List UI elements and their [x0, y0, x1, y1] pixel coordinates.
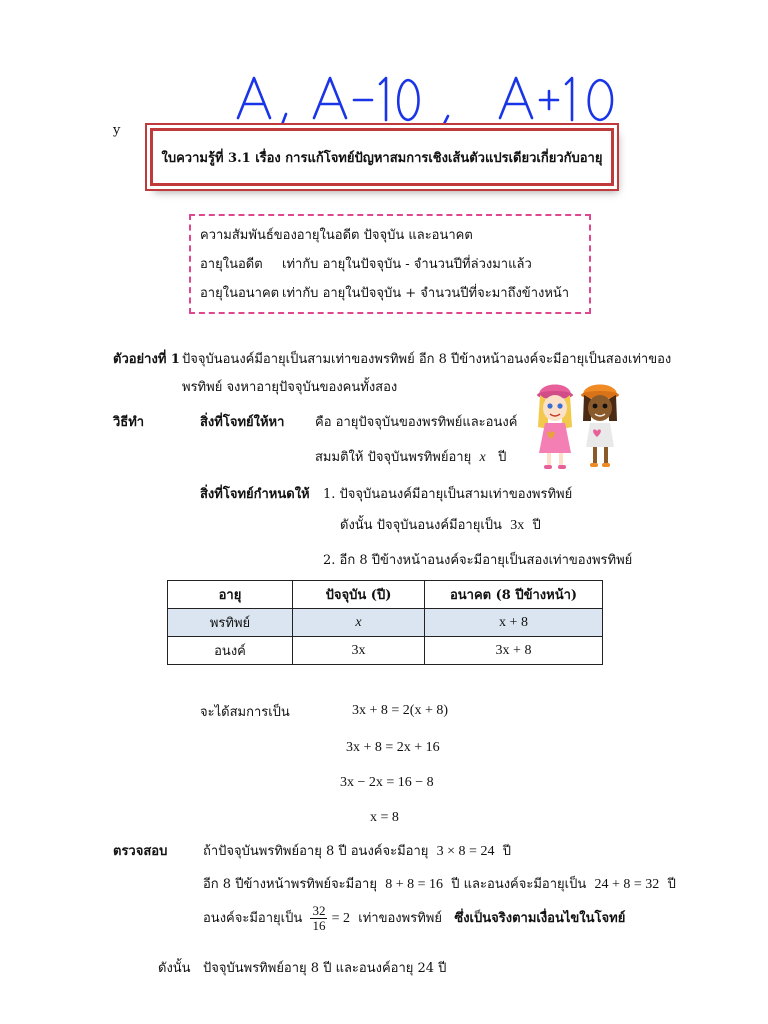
- check-line-3: [203, 904, 625, 933]
- table-header-cell: อนาคต (8 ปีข้างหน้า): [425, 581, 603, 609]
- assume-unit: ปี: [498, 450, 507, 465]
- given-1-result: [340, 517, 541, 535]
- past-age-relation: เท่ากับ อายุในปัจจุบัน - จำนวนปีที่ล่วงมาแล้ว: [282, 257, 532, 272]
- example-text-line2: พรทิพย์ จงหาอายุปัจจุบันของคนทั้งสอง: [182, 380, 398, 395]
- given-1-result-expr: 3x: [510, 518, 525, 533]
- check-line-2-expr-1: 8 + 8 = 16: [385, 877, 444, 892]
- past-age-label: อายุในอดีต: [200, 257, 263, 272]
- relations-heading: ความสัมพันธ์ของอายุในอดีต ปัจจุบัน และอนาคต: [200, 228, 473, 243]
- table-cell: 3x + 8: [425, 637, 603, 665]
- table-cell: 3x: [293, 637, 425, 665]
- assume-label: สมมติให้ ปัจจุบันพรทิพย์อายุ: [315, 450, 472, 465]
- fraction: [310, 904, 327, 933]
- conclusion-label: ดังนั้น: [158, 961, 191, 976]
- check-line-1-expr: 3 × 8 = 24: [436, 844, 495, 859]
- table-row: [168, 637, 603, 665]
- two-girls-illustration: [533, 377, 623, 472]
- page-title: ใบความรู้ที่ 3.1 เรื่อง การแก้โจทย์ปัญหาสมการเชิงเส้นตัวแปรเดียวเกี่ยวกับอายุ: [161, 151, 603, 166]
- given-label: สิ่งที่โจทย์กำหนดให้: [200, 487, 310, 502]
- table-cell: พรทิพย์: [168, 609, 293, 637]
- stray-mark: y: [113, 123, 121, 138]
- check-line-1-text: ถ้าปัจจุบันพรทิพย์อายุ 8 ปี อนงค์จะมีอายุ: [203, 844, 429, 859]
- table-cell: อนงค์: [168, 637, 293, 665]
- check-line-3-text-b: เท่าของพรทิพย์: [358, 911, 442, 926]
- table-row: [168, 609, 603, 637]
- check-line-1-unit: ปี: [502, 844, 511, 859]
- fraction-denominator: 16: [312, 918, 326, 933]
- age-table: [167, 580, 603, 665]
- table-cell: x + 8: [425, 609, 603, 637]
- given-1-result-label: ดังนั้น ปัจจุบันอนงค์มีอายุเป็น: [340, 518, 502, 533]
- given-1: 1. ปัจจุบันอนงค์มีอายุเป็นสามเท่าของพรทิพย์: [323, 487, 573, 502]
- equation-step-3: 3x − 2x = 16 − 8: [340, 775, 434, 790]
- title-banner: [150, 128, 614, 186]
- table-cell: x: [293, 609, 425, 637]
- solution-label: วิธีทำ: [113, 415, 145, 430]
- check-line-2-expr-2: 24 + 8 = 32: [594, 877, 660, 892]
- check-label: ตรวจสอบ: [113, 844, 168, 859]
- check-line-3-text-a: อนงค์จะมีอายุเป็น: [203, 911, 303, 926]
- find-text: คือ อายุปัจจุบันของพรทิพย์และอนงค์: [315, 415, 518, 430]
- girl-blonde-icon: [537, 385, 573, 470]
- table-header-row: [168, 581, 603, 609]
- equation-step-1: 3x + 8 = 2(x + 8): [352, 703, 449, 718]
- girl-brown-icon: [581, 385, 619, 468]
- future-age-relation: เท่ากับ อายุในปัจจุบัน + จำนวนปีที่จะมาถึงข้างหน้า: [282, 286, 570, 301]
- future-age-label: อายุในอนาคต: [200, 286, 280, 301]
- assume-text: [315, 449, 506, 467]
- check-line-2: [203, 876, 676, 894]
- check-line-2-unit: ปี: [667, 877, 676, 892]
- given-2: 2. อีก 8 ปีข้างหน้าอนงค์จะมีอายุเป็นสองเท่าของพรทิพย์: [323, 553, 633, 568]
- check-line-3-eq: = 2: [331, 911, 351, 926]
- fraction-numerator: 32: [312, 903, 326, 918]
- table-header-cell: ปัจจุบัน (ปี): [293, 581, 425, 609]
- given-1-result-unit: ปี: [532, 518, 541, 533]
- check-line-2-text-a: อีก 8 ปีข้างหน้าพรทิพย์จะมีอายุ: [203, 877, 377, 892]
- equation-step-4: x = 8: [370, 810, 399, 825]
- example-text-line1: ปัจจุบันอนงค์มีอายุเป็นสามเท่าของพรทิพย์ อีก 8 ปีข้างหน้าอนงค์จะมีอายุเป็นสองเท่าของ: [182, 352, 672, 367]
- table-header-cell: อายุ: [168, 581, 293, 609]
- example-label: ตัวอย่างที่ 1: [113, 352, 180, 367]
- check-line-3-text-c: ซึ่งเป็นจริงตามเงื่อนไขในโจทย์: [454, 911, 626, 926]
- equation-step-2: 3x + 8 = 2x + 16: [346, 740, 440, 755]
- assume-variable: x: [479, 450, 486, 465]
- conclusion-text: ปัจจุบันพรทิพย์อายุ 8 ปี และอนงค์อายุ 24 ปี: [203, 961, 447, 976]
- check-line-1: [203, 843, 511, 861]
- find-label: สิ่งที่โจทย์ให้หา: [200, 415, 285, 430]
- check-line-2-text-b: ปี และอนงค์จะมีอายุเป็น: [451, 877, 587, 892]
- equation-label: จะได้สมการเป็น: [200, 705, 290, 720]
